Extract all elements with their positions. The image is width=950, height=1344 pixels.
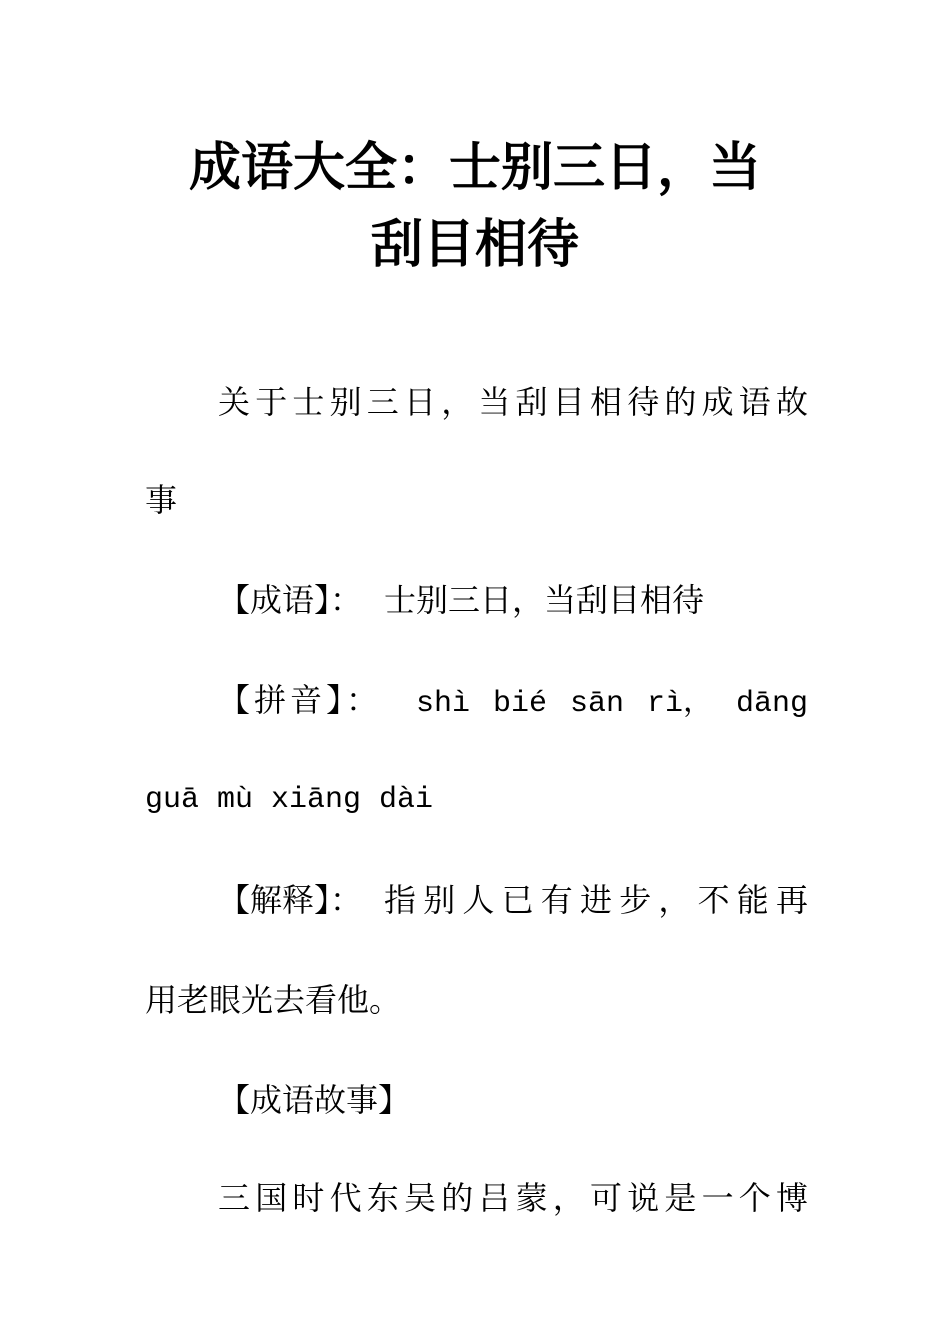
explanation-row: [218, 878, 808, 922]
idiom-label: 【成语】：: [218, 581, 363, 619]
pinyin-word: sān: [569, 687, 624, 721]
idiom-row: [218, 578, 808, 622]
explanation-line-2: 用老眼光去看他。: [145, 981, 402, 1019]
pinyin-label: 【拼音】：: [218, 681, 383, 719]
page-title-line-1: 成语大全：士别三日，当: [188, 138, 761, 198]
idiom-value: 士别三日，当刮目相待: [384, 581, 705, 619]
explanation-line-1: 指别人已有进步，不能再: [384, 881, 808, 919]
pinyin-word: bié: [493, 687, 548, 721]
intro-paragraph-line-1: 关于士别三日，当刮目相待的成语故: [218, 383, 808, 421]
pinyin-row: [218, 678, 808, 726]
page-title-line-2: 刮目相待: [370, 215, 579, 275]
pinyin-value-line-1: [382, 682, 808, 726]
story-paragraph-line-1: 三国时代东吴的吕蒙，可说是一个博: [218, 1179, 808, 1217]
story-heading: 【成语故事】: [218, 1081, 411, 1119]
pinyin-value-line-2: guā mù xiāng dài: [145, 783, 434, 817]
pinyin-word: shì: [416, 687, 471, 721]
pinyin-word: rì，: [646, 687, 713, 721]
intro-paragraph-line-2: 事: [145, 481, 178, 519]
explanation-label: 【解释】：: [218, 881, 363, 919]
pinyin-word: dāng: [735, 687, 808, 721]
